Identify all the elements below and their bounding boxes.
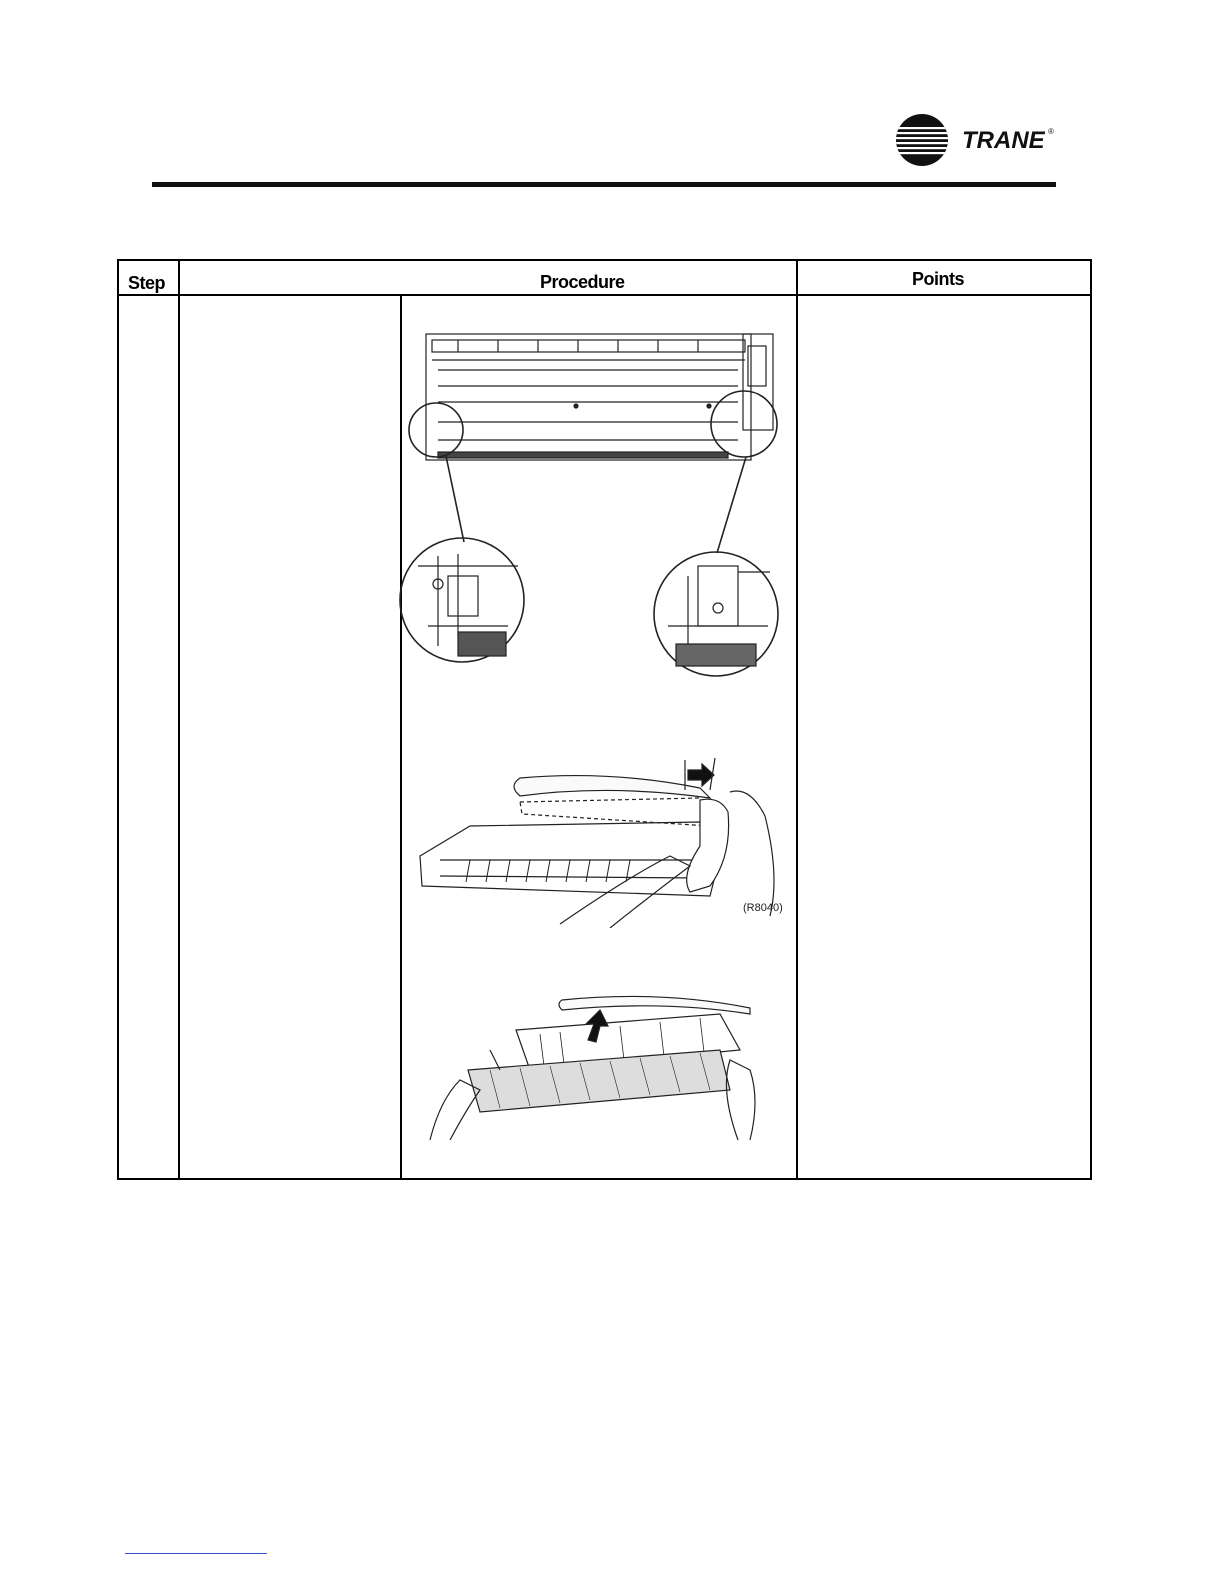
heat-exchanger-lift-figure (420, 990, 780, 1140)
header-points: Points (912, 269, 965, 289)
header-divider (119, 294, 1090, 296)
svg-text:®: ® (1048, 127, 1054, 136)
indoor-unit-detail-figure (398, 326, 788, 682)
header-rule (152, 182, 1056, 187)
figure-code: (R8040) (743, 902, 783, 914)
header-step: Step (128, 273, 166, 293)
col-divider-points (796, 261, 798, 1178)
footer-link-underline[interactable] (125, 1553, 267, 1554)
header-procedure: Procedure (540, 272, 625, 292)
col-divider-step (178, 261, 180, 1178)
front-panel-removal-figure (410, 756, 785, 928)
trane-globe-icon (894, 110, 1064, 170)
brand-name: TRANE (962, 127, 1045, 154)
trane-logo (894, 110, 1064, 170)
